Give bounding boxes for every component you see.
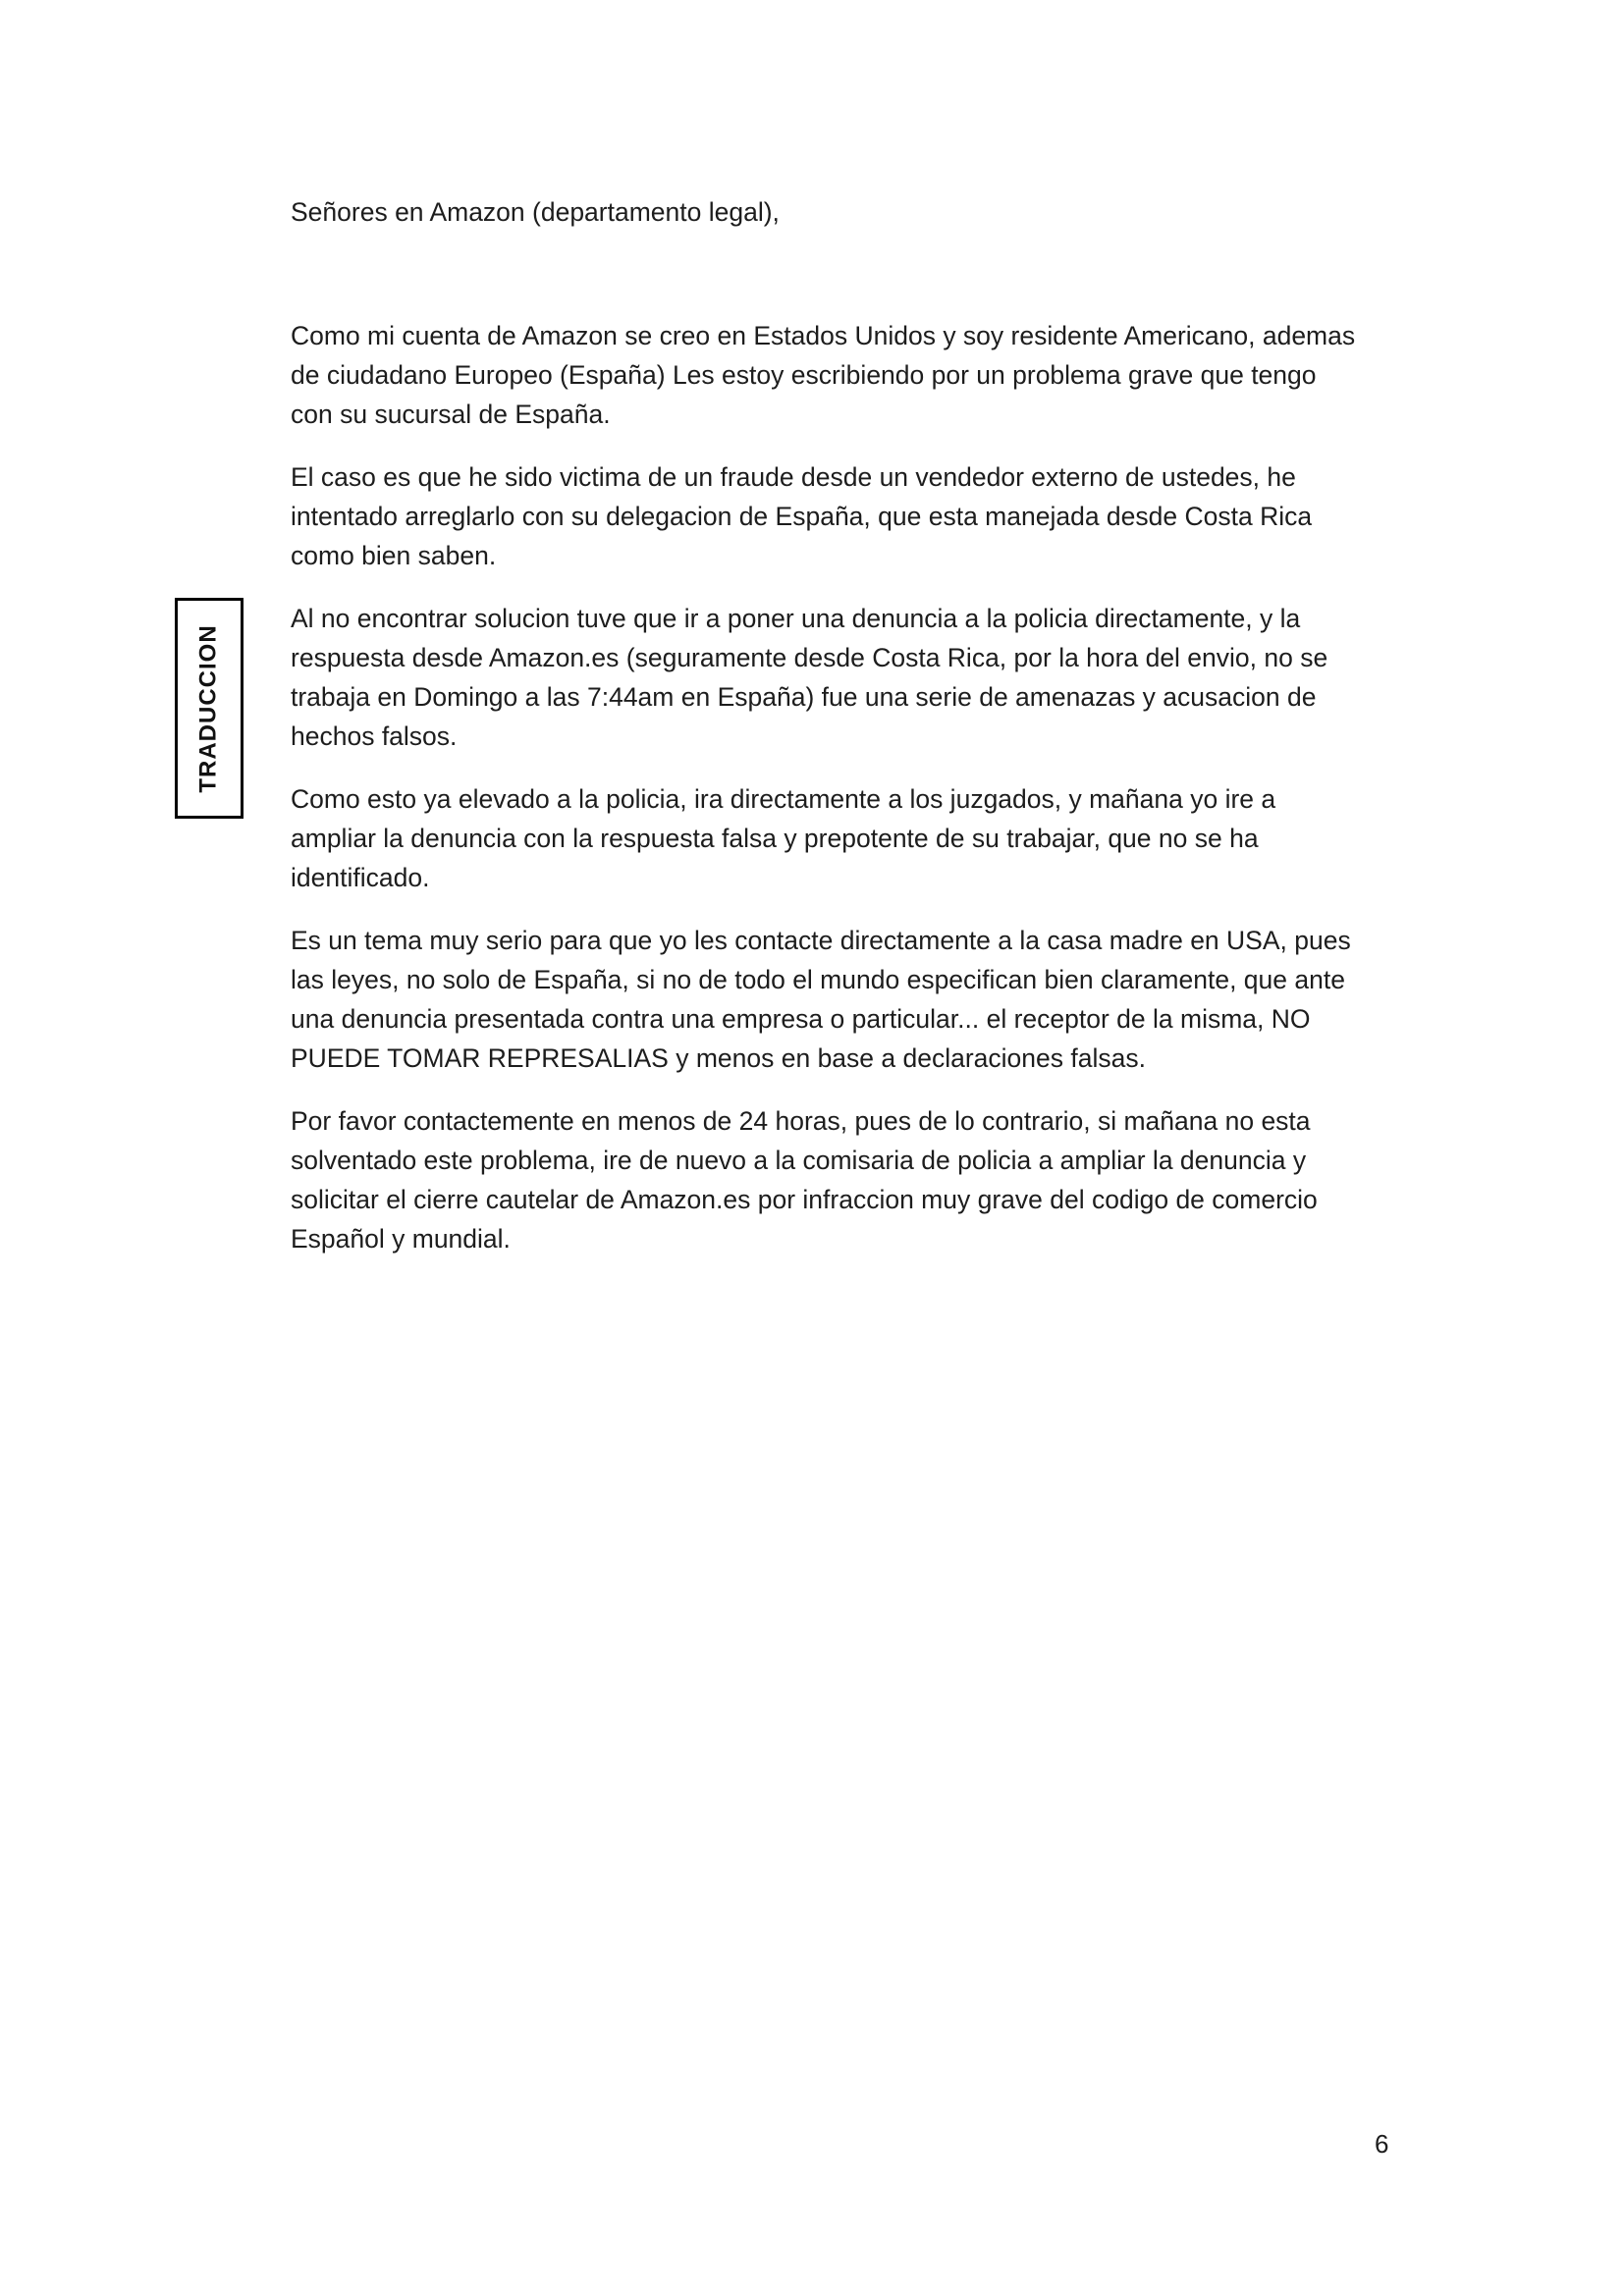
paragraph (291, 316, 1400, 434)
paragraph (291, 599, 1400, 756)
text-line: hechos falsos. (291, 721, 458, 751)
traduccion-label: TRADUCCION (195, 623, 223, 793)
traduccion-margin-box (175, 598, 244, 819)
letter-body (291, 192, 1400, 1282)
text-line: Es un tema muy serio para que yo les contacte directamente a la casa madre en USA, pues (291, 926, 1351, 955)
text-line: Al no encontrar solucion tuve que ir a poner una denuncia a la policia directamente, y la (291, 604, 1301, 633)
text-line: intentado arreglarlo con su delegacion de España, que esta manejada desde Costa Rica (291, 502, 1313, 531)
paragraph (291, 1101, 1400, 1258)
text-line: de ciudadano Europeo (España) Les estoy escribiendo por un problema grave que tengo (291, 360, 1317, 390)
text-line: Como esto ya elevado a la policia, ira directamente a los juzgados, y mañana yo ire a (291, 784, 1276, 814)
text-line: como bien saben. (291, 541, 497, 570)
text-line: solicitar el cierre cautelar de Amazon.es por infraccion muy grave del codigo de comercio (291, 1185, 1318, 1214)
text-line: trabaja en Domingo a las 7:44am en España) fue una serie de amenazas y acusacion de (291, 682, 1317, 712)
text-line: con su sucursal de España. (291, 400, 611, 429)
text-line: Por favor contactemente en menos de 24 horas, pues de lo contrario, si mañana no esta (291, 1106, 1311, 1136)
text-line: respuesta desde Amazon.es (seguramente desde Costa Rica, por la hora del envio, no se (291, 643, 1328, 672)
paragraph (291, 779, 1400, 897)
text-line: solventado este problema, ire de nuevo a la comisaria de policia a ampliar la denuncia y (291, 1146, 1307, 1175)
letter-salutation: Señores en Amazon (departamento legal), (291, 197, 780, 227)
text-line: PUEDE TOMAR REPRESALIAS y menos en base a declaraciones falsas. (291, 1043, 1146, 1073)
text-line: ampliar la denuncia con la respuesta falsa y prepotente de su trabajar, que no se ha (291, 824, 1259, 853)
text-line: identificado. (291, 863, 430, 892)
text-line: una denuncia presentada contra una empresa o particular... el receptor de la misma, NO (291, 1004, 1311, 1034)
text-line: Español y mundial. (291, 1224, 511, 1254)
text-line: las leyes, no solo de España, si no de todo el mundo especifican bien claramente, que ante (291, 965, 1345, 994)
page-number: 6 (1375, 2129, 1389, 2159)
paragraph (291, 921, 1400, 1078)
text-line: Como mi cuenta de Amazon se creo en Estados Unidos y soy residente Americano, ademas (291, 321, 1356, 350)
letter-paragraphs (291, 316, 1400, 1258)
text-line: El caso es que he sido victima de un fraude desde un vendedor externo de ustedes, he (291, 462, 1296, 492)
paragraph (291, 457, 1400, 575)
